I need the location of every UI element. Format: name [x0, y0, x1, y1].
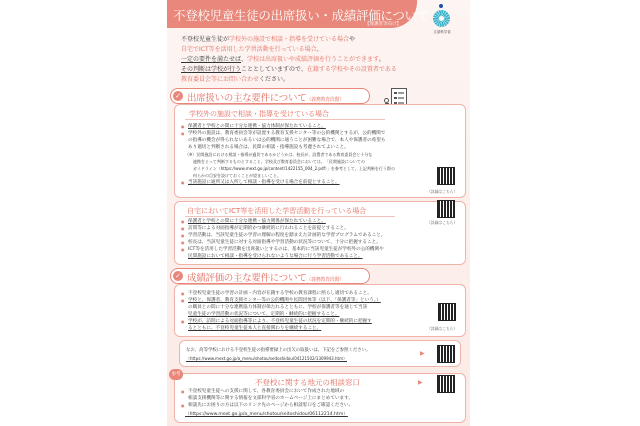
bullet-item: ● 学校が、訪問による対面指導等により、不登校児童生徒の状況を定期的・継続的に把握す: [181, 318, 441, 325]
bullet-item: ● 不登校児童生徒の学習の計画・内容が在籍する学校の教育課程に照らし適切であること。: [181, 290, 441, 297]
local-consultation-bullets: [181, 388, 443, 409]
home-ict-title: 自宅においてICT等を活用した学習活動を行っている場合: [187, 207, 367, 215]
bullet-item: ● 相談先にお困りの方は以下のリンク先のページから相談窓口をご確認ください。: [181, 402, 443, 409]
qr-details-label: （詳細はこちら）: [427, 220, 458, 225]
note-item: 何らかの目安を設けておくことが望ましいこと。: [193, 173, 281, 178]
qr-code-icon[interactable]: [437, 375, 455, 393]
check-circle-icon: ✓: [173, 91, 183, 101]
bullet-item: ● ICT等を活用した学習活動を出席扱いとするのは、基本的に当該児童生徒が学校外の公的機関や: [181, 246, 461, 253]
grading-box: [174, 284, 466, 337]
logo-emblem-icon: [433, 10, 450, 27]
note-item[interactable]: ガイドライン（https://www.mext.go.jp/content/1422155_004_2.pdf）」を参考として、上記判断を行う際の: [193, 166, 395, 171]
grading-bullets: [181, 290, 441, 332]
page-title: 不登校児童生徒の出席扱い・成績評価について: [173, 8, 429, 23]
qr-code-icon[interactable]: [437, 200, 455, 218]
local-consultation-link[interactable]: （https://www.mext.go.jp/a_menu/shotou/seitoshidou/06112214.htm）: [185, 412, 348, 417]
arrow-right-icon: ▶: [420, 350, 425, 357]
home-ict-box: [174, 201, 466, 265]
home-ict-bullets: [181, 218, 461, 260]
bullet-item: ● 校長は、当該児童生徒に対する対面指導や学習活動の状況等について、十分に把握すること。: [181, 239, 461, 246]
bullet-item: ● 学習活動は、当該児童生徒の学習の理解の程度を踏まえた計画的な学習プログラムであること。: [181, 232, 461, 239]
bullet-item-cont: 民間施設において相談・指導を受けられないような場合に行う学習活動であること。: [188, 254, 363, 259]
attendance-section-heading: ✓ 出席扱いの主な要件について（義務教育段階）: [170, 88, 370, 104]
bullet-item-cont: 児童生徒の学習活動の状況等について、定期的・継続的に把握すること。: [188, 312, 340, 317]
check-circle-icon: ✓: [173, 271, 183, 281]
qr-details-label: （詳細はこちら）: [427, 189, 458, 194]
qr-details-label: （詳細はこちら）: [427, 326, 458, 331]
bullet-item: ● 保護者と学校との間に十分な連携・協力関係が保たれていること。: [181, 218, 461, 225]
bullet-item: ● 学校外の施設は、教育委員会等が設置する教育支援センター等の公的機関とするが、公的機関で: [181, 130, 443, 137]
divider: [185, 119, 385, 120]
intro-text: [181, 35, 451, 85]
outside-facility-box: [174, 104, 466, 198]
title-banner: [167, 0, 429, 28]
qr-code-icon[interactable]: [437, 167, 455, 185]
bullet-item-cont: るとともに、不登校児童生徒本人と直接関わりを継続すること。: [188, 326, 322, 331]
local-consultation-title: 不登校に関する地元の相談窓口: [255, 378, 360, 387]
note-item: （※）民間施設における相談・指導が適切であるかどうかは、校長が、設置者である教育委員会と十分な: [185, 152, 373, 157]
high-school-note-text: なお、高等学校における不登校生徒の指導要録上の出欠の取扱いは、下記をご参照ください。: [186, 348, 371, 353]
bullet-item: ● 学校と、保護者、教育支援センター等の公的機関や民間団体等（以下、「保護者等」という。）: [181, 297, 441, 304]
qr-code-icon[interactable]: [437, 345, 455, 363]
bullet-item: ● 当該施設に通所又は入所して相談・指導を受ける場合を前提とすること。: [181, 179, 443, 186]
bullet-item-cont: 相談支援機関等に関する情報を文部科学省のホームページ上にまとめています。: [188, 396, 353, 401]
outside-facility-bullets: [181, 123, 443, 186]
intro-line-2: 自宅でICT等を活用した学習活動を行っている場合、: [181, 46, 323, 53]
outside-facility-title: 学校外の施設で相談・指導を受けている場合: [189, 110, 329, 118]
bullet-item: ● 訪問等による対面指導が定期的かつ継続的に行われることを前提とすること。: [181, 225, 461, 232]
local-consultation-box: [174, 373, 466, 423]
bullet-item-cont: あり適切と判断される場合は、民間の相談・指導施設も考慮されてよいこと。: [188, 145, 349, 150]
intro-line-5: 教育委員会等にお問い合わせください。: [181, 76, 290, 83]
note-item: 連携をとって判断するものとすること。学校及び教育委員会においては、「民間施設についての: [193, 159, 365, 164]
grading-section-heading: ✓ 成績評価の主な要件について（義務教育段階）: [170, 268, 370, 284]
flyer-page: [167, 0, 470, 426]
bullet-item-cont: の指導の機会が得られないあるいは公的機関に通うことが困難な場合で、本人や保護者の希望も: [188, 138, 386, 143]
intro-line-1: 不登校児童生徒が学校外の施設で相談・指導を受けている場合や: [181, 36, 356, 43]
reference-badge: 参考: [169, 369, 183, 380]
logo-dot-icon: [439, 4, 443, 8]
bullet-item: ● 不登校児童生徒への支援に関して、各教育委員会において作成された地域の: [181, 388, 443, 395]
arrow-right-icon: ▶: [418, 379, 423, 386]
qr-code-icon[interactable]: [438, 303, 456, 321]
audience-tag: 【保護者等向け】: [365, 22, 401, 27]
high-school-note-box: [179, 340, 461, 367]
intro-line-4: その判断は学校が行うこととしていますので、在籍する学校やその設置者である: [181, 66, 397, 73]
high-school-note-link[interactable]: （https://www.mext.go.jp/a_menu/shotou/seitoshidou/04121502/1309943.htm）: [186, 356, 347, 361]
intro-line-3: 一定の要件を満たせば、学校は出席扱いや成績評価を行うことができます。: [181, 56, 385, 63]
bullet-item-cont: の職員との間に十分な連携協力体制が保たれるとともに、学校が保護者等を通じて当該: [188, 305, 368, 310]
logo-label: 文部科学省: [433, 30, 451, 34]
bullet-item: ● 保護者と学校との間に十分な連携・協力体制が保たれていること。: [181, 123, 443, 130]
divider: [185, 216, 395, 217]
